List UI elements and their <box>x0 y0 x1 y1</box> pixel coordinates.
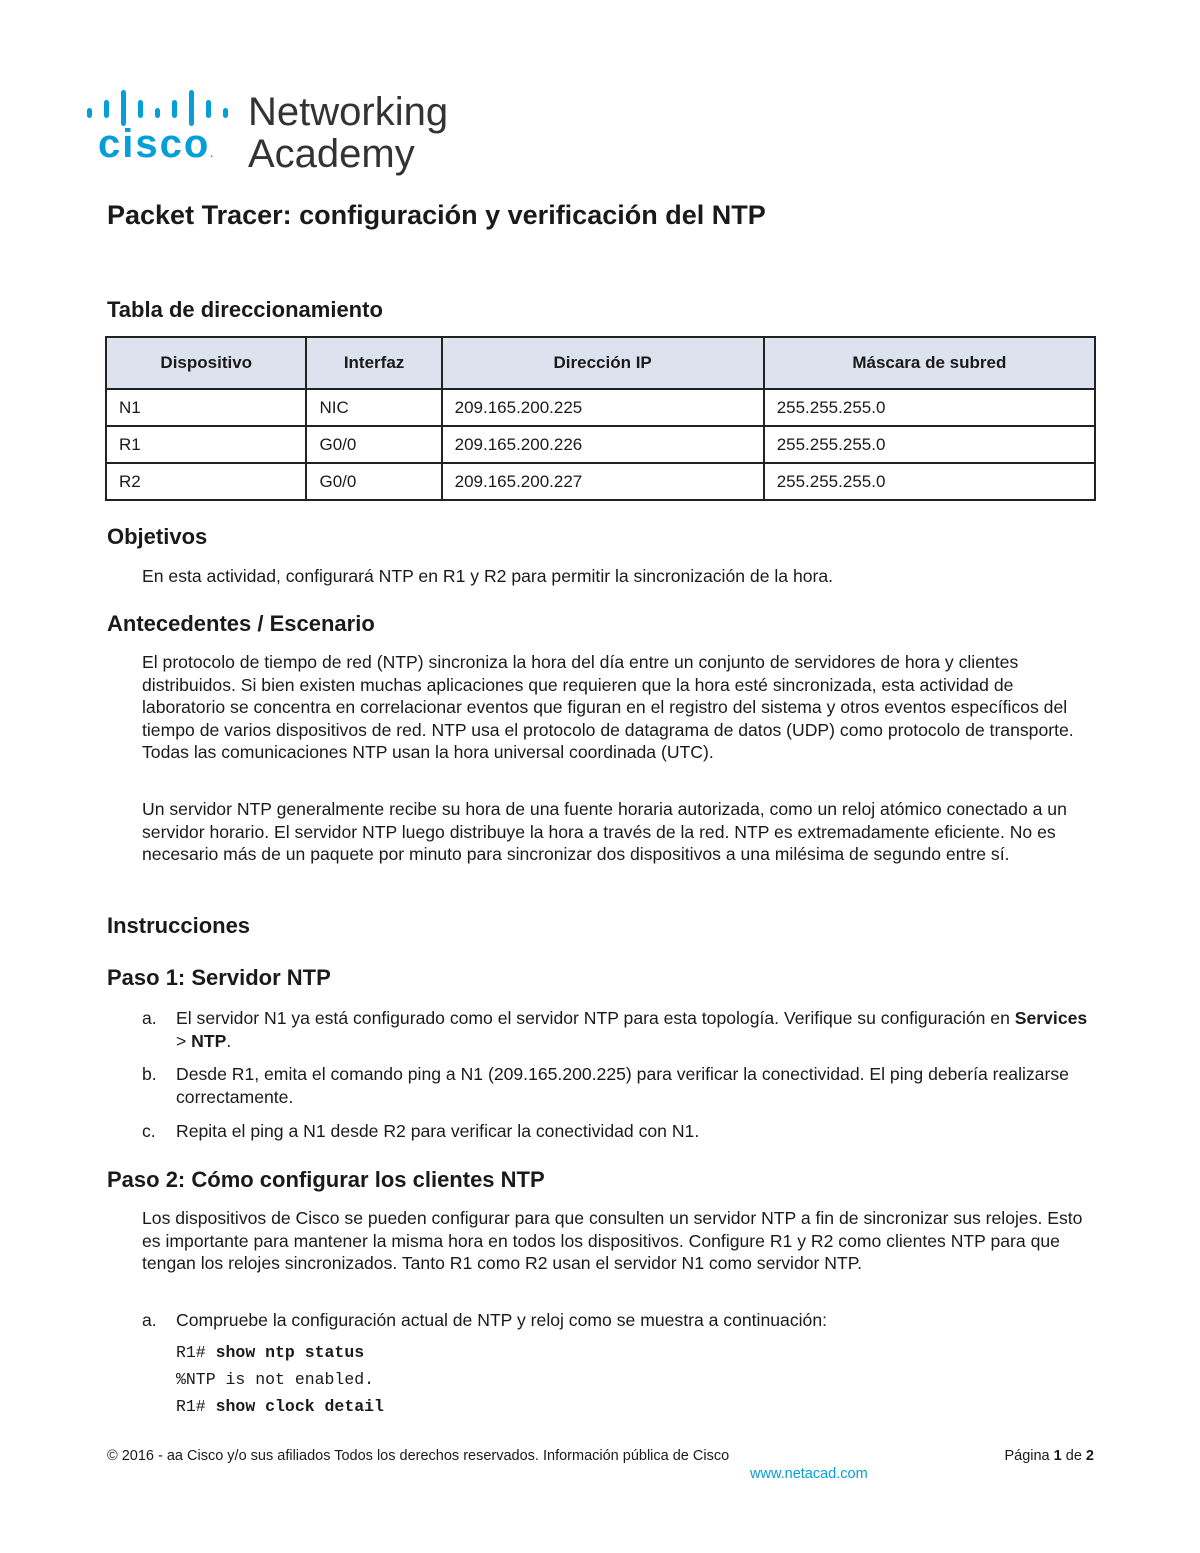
code-line: R1# show ntp status <box>176 1343 365 1362</box>
footer-page-number: Página 1 de 2 <box>1004 1448 1094 1464</box>
step1-heading: Paso 1: Servidor NTP <box>107 965 331 990</box>
table-cell: R1 <box>106 426 306 463</box>
table-row <box>106 463 1095 500</box>
cisco-wordmark: cisco. <box>98 122 216 166</box>
footer-copyright: © 2016 - aa Cisco y/o sus afiliados Todos los derechos reservados. Información pública de Cisco <box>107 1448 730 1464</box>
column-header: Máscara de subred <box>764 337 1095 389</box>
list-marker: b. <box>142 1064 157 1084</box>
list-item-text: El servidor N1 ya está configurado como el servidor NTP para esta topología. Verifique su configuración en Services > NTP. <box>176 1008 1088 1051</box>
list-marker: a. <box>142 1008 157 1028</box>
background-paragraph-1: El protocolo de tiempo de red (NTP) sincroniza la hora del día entre un conjunto de servidores de hora y clientes distribuidos. Si bien existen muchas aplicaciones que requieren que la hora esté sincronizada, esta actividad de laboratorio se concentra en correlacionar eventos que figuran en el registro del sistema y otros eventos específicos del tiempo de varios dispositivos de red. NTP usa el protocolo de datagrama de datos (UDP) como protocolo de transporte. Todas las comunicaciones NTP usan la hora universal coordinada (UTC). <box>142 652 1074 762</box>
table-cell: G0/0 <box>306 463 441 500</box>
code-line: %NTP is not enabled. <box>176 1370 375 1389</box>
table-cell: 209.165.200.225 <box>442 389 764 426</box>
column-header: Dispositivo <box>106 337 306 389</box>
table-cell: G0/0 <box>306 426 441 463</box>
objectives-text: En esta actividad, configurará NTP en R1 y R2 para permitir la sincronización de la hora. <box>142 566 834 586</box>
table-header-row <box>106 337 1095 389</box>
logo-academy-text: Academy <box>248 132 415 176</box>
list-marker: a. <box>142 1310 157 1330</box>
table-cell: 209.165.200.227 <box>442 463 764 500</box>
logo-networking-text: Networking <box>248 90 449 134</box>
column-header: Dirección IP <box>442 337 764 389</box>
footer-url-link[interactable]: www.netacad.com <box>750 1466 868 1482</box>
list-item-text: Compruebe la configuración actual de NTP y reloj como se muestra a continuación: <box>176 1310 827 1330</box>
table-cell: 209.165.200.226 <box>442 426 764 463</box>
table-cell: 255.255.255.0 <box>764 463 1095 500</box>
page-title: Packet Tracer: configuración y verificación del NTP <box>107 200 766 230</box>
code-line: R1# show clock detail <box>176 1397 384 1416</box>
instructions-heading: Instrucciones <box>107 913 251 938</box>
step2-intro: Los dispositivos de Cisco se pueden configurar para que consulten un servidor NTP a fin de sincronizar sus relojes. Esto es importante para mantener la misma hora en todos los dispositivos. Configure R1 y R2 como clientes NTP para que tengan los relojes sincronizados. Tanto R1 como R2 usan el servidor N1 como servidor NTP. <box>142 1208 1083 1273</box>
column-header: Interfaz <box>306 337 441 389</box>
objectives-heading: Objetivos <box>107 524 208 549</box>
background-heading: Antecedentes / Escenario <box>107 611 375 636</box>
background-paragraph-2: Un servidor NTP generalmente recibe su hora de una fuente horaria autorizada, como un reloj atómico conectado a un servidor horario. El servidor NTP luego distribuye la hora a través de la red. NTP es extremadamente eficiente. No es necesario más de un paquete por minuto para sincronizar dos dispositivos a una milésima de segundo entre sí. <box>142 799 1067 864</box>
cisco-networking-academy-logo <box>84 88 484 178</box>
step2-heading: Paso 2: Cómo configurar los clientes NTP <box>107 1167 545 1192</box>
table-cell: NIC <box>306 389 441 426</box>
table-cell: 255.255.255.0 <box>764 389 1095 426</box>
list-item-text: Desde R1, emita el comando ping a N1 (209.165.200.225) para verificar la conectividad. El ping debería realizarse correctamente. <box>176 1064 1069 1107</box>
addressing-heading: Tabla de direccionamiento <box>107 297 383 322</box>
table-row <box>106 389 1095 426</box>
table-cell: N1 <box>106 389 306 426</box>
table-row <box>106 426 1095 463</box>
list-marker: c. <box>142 1121 156 1141</box>
table-cell: R2 <box>106 463 306 500</box>
ntp-label: NTP <box>191 1030 227 1051</box>
addressing-table <box>105 336 1096 501</box>
table-cell: 255.255.255.0 <box>764 426 1095 463</box>
services-label: Services <box>1014 1008 1088 1028</box>
list-item-text: Repita el ping a N1 desde R2 para verificar la conectividad con N1. <box>176 1121 700 1141</box>
